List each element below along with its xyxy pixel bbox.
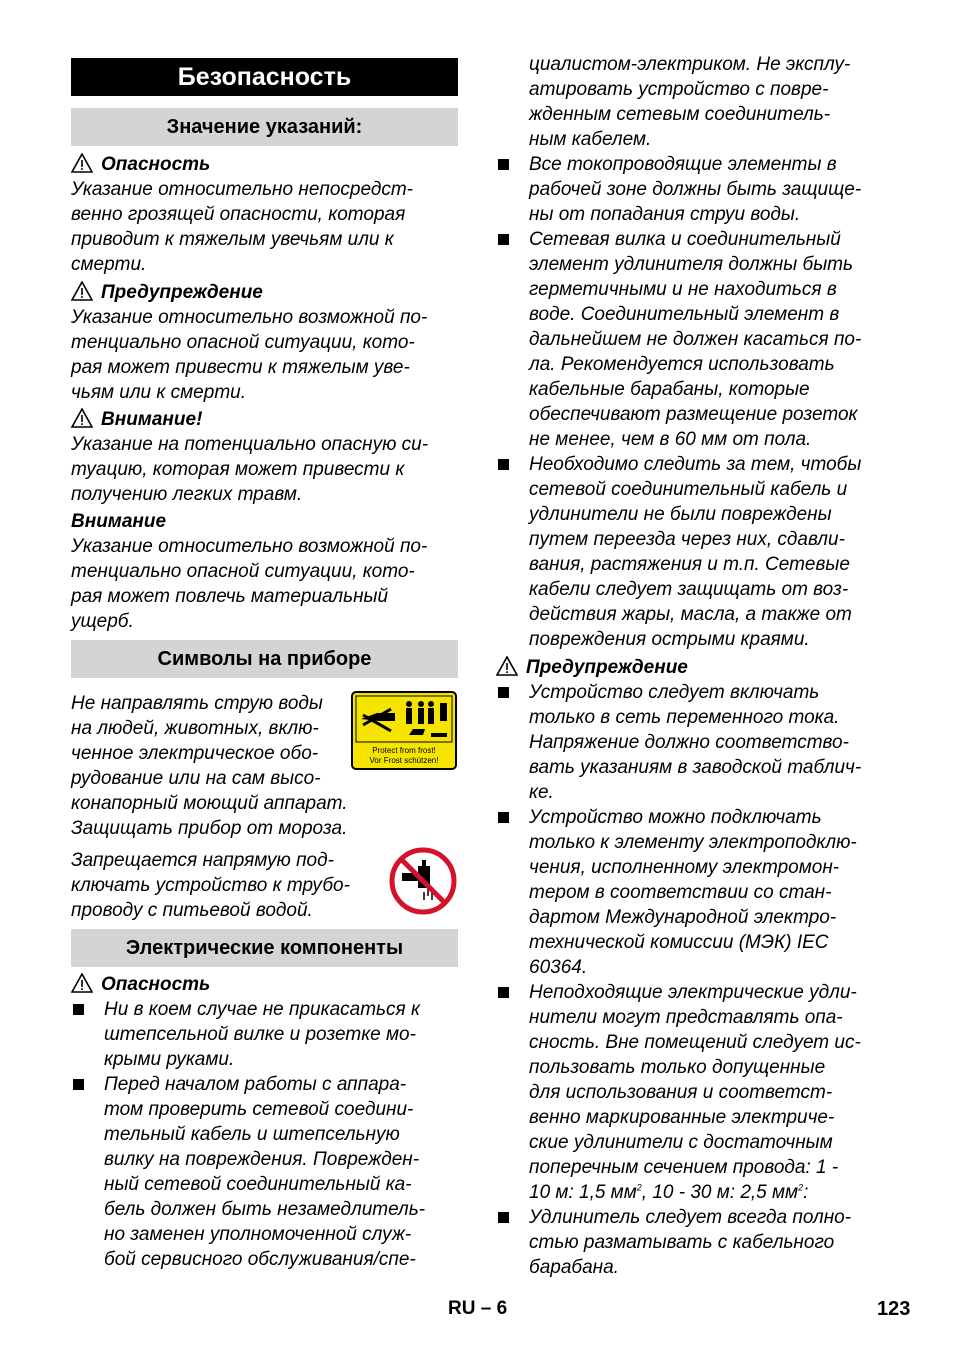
text-line: рабочей зоне должны быть защище- [529, 179, 862, 200]
text-line: только в сеть переменного тока. [529, 707, 840, 728]
text-line: Сетевая вилка и соединительный [529, 229, 841, 250]
list-item [496, 452, 888, 652]
text-line: чения, исполненному электромон- [529, 857, 840, 878]
text-line: рая может привести к тяжелым уве- [71, 357, 410, 378]
notice-danger-heading: Опасность [71, 152, 458, 177]
bullet-continuation [496, 52, 888, 152]
text-line: ным кабелем. [529, 129, 652, 150]
text-line: Необходимо следить за тем, чтобы [529, 454, 862, 475]
text-line: Удлинитель следует всегда полно- [529, 1207, 852, 1228]
text-line: тенциально опасной ситуации, кото- [71, 332, 415, 353]
text-line: технической комиссии (МЭК) IEC [529, 932, 829, 953]
text-line: крыми руками. [104, 1049, 235, 1070]
text-line: рудование или на сам высо- [71, 768, 321, 789]
text-line: сетевой соединительный кабель и [529, 479, 848, 500]
text-line: проводу с питьевой водой. [71, 900, 313, 921]
text-line: ны от попадания струи воды. [529, 204, 801, 225]
notice-attention [71, 509, 458, 634]
electrical-warning-heading: Предупреждение [496, 655, 888, 680]
warning-triangle-icon [71, 281, 93, 301]
list-item [496, 1205, 888, 1280]
text-line: Указание относительно возможной по- [71, 536, 428, 557]
text-line: Указание относительно возможной по- [71, 307, 428, 328]
text-line: ный сетевой соединительный ка- [104, 1174, 412, 1195]
section-page-label: RU – 6 [448, 1298, 508, 1319]
text-line: ские удлинители с достаточным [529, 1132, 833, 1153]
text-line: конапорный моющий аппарат. [71, 793, 348, 814]
text-line: штепсельной вилке и розетке мо- [104, 1024, 416, 1045]
section-heading-meaning: Значение указаний: [71, 108, 458, 146]
text-line: Ни в коем случае не прикасаться к [104, 999, 420, 1020]
text-line: тером в соответствии со стан- [529, 882, 832, 903]
text-line: действия жары, масла, а также от [529, 604, 852, 625]
text-line: Указание относительно непосредст- [71, 179, 413, 200]
text-line: удлинители не были повреждены [529, 504, 832, 525]
warning-triangle-icon [71, 973, 93, 993]
text-line: том проверить сетевой соедини- [104, 1099, 414, 1120]
text-line: но заменен уполномоченной служ- [104, 1224, 412, 1245]
text-line: повреждения острыми краями. [529, 629, 810, 650]
symbol-frost-text [71, 691, 371, 841]
section-heading-electrical: Электрические компоненты [71, 929, 458, 967]
no-drinking-water-connection [388, 846, 458, 916]
text-line: Неподходящие электрические удли- [529, 982, 857, 1003]
bullet-square-icon [498, 687, 509, 698]
text-line: ключать устройство к трубо- [71, 875, 350, 896]
text-line: бель должен быть незамедлитель- [104, 1199, 426, 1220]
text-line: ла. Рекомендуется использовать [529, 354, 835, 375]
notice-danger [71, 152, 458, 277]
text-line: на людей, животных, вклю- [71, 718, 319, 739]
bullet-square-icon [498, 1212, 509, 1223]
text-line: не менее, чем в 60 мм от пола. [529, 429, 812, 450]
text-line: венно грозящей опасности, которая [71, 204, 406, 225]
bullet-square-icon [498, 159, 509, 170]
text-line: герметичными и не находиться в [529, 279, 837, 300]
notice-warning-heading: Предупреждение [71, 280, 458, 305]
text-line: ущерб. [71, 611, 134, 632]
text-line: туацию, которая может привести к [71, 459, 405, 480]
electrical-danger [71, 972, 458, 1272]
text-line: Устройство следует включать [529, 682, 820, 703]
text-line: воде. Соединительный элемент в [529, 304, 840, 325]
text-line: 60364. [529, 957, 588, 978]
text-line: тельный кабель и штепсельную [104, 1124, 400, 1145]
frost-label-line1: Protect from frost! [372, 746, 436, 755]
text-line: тенциально опасной ситуации, кото- [71, 561, 415, 582]
warning-triangle-icon [496, 656, 518, 676]
text-line: рая может повлечь материальный [71, 586, 389, 607]
text-line: Перед началом работы с аппара- [104, 1074, 407, 1095]
text-line: Все токопроводящие элементы в [529, 154, 837, 175]
page-number: 123 [877, 1298, 911, 1320]
warning-triangle-icon [71, 408, 93, 428]
text-line: ке. [529, 782, 554, 803]
text-line: для использования и соответст- [529, 1082, 833, 1103]
list-item [496, 805, 888, 980]
notice-attention-heading: Внимание [71, 511, 167, 532]
frost-warning-sticker-icon [351, 691, 457, 770]
text-line: смерти. [71, 254, 147, 275]
text-line: жденным сетевым соединитель- [529, 104, 831, 125]
bullet-square-icon [498, 459, 509, 470]
text-line: вания, растяжения и т.п. Сетевые [529, 554, 850, 575]
list-item [496, 227, 888, 452]
bullet-square-icon [498, 987, 509, 998]
list-item [71, 1072, 458, 1272]
text-line: стью разматывать с кабельного [529, 1232, 835, 1253]
text-line: Запрещается напрямую под- [71, 850, 334, 871]
text-line: вать указаниям в заводской таблич- [529, 757, 862, 778]
text-line: кабельные барабаны, которые [529, 379, 810, 400]
text-line: Устройство можно подключать [529, 807, 822, 828]
text-line: циалистом-электриком. Не эксплу- [529, 54, 851, 75]
symbol-water-text [71, 848, 381, 923]
electrical-danger-heading: Опасность [71, 972, 458, 997]
warning-triangle-icon [71, 153, 93, 173]
text-line: чьям или к смерти. [71, 382, 246, 403]
list-item [496, 680, 888, 805]
text-line: Указание на потенциально опасную си- [71, 434, 429, 455]
notice-caution [71, 407, 458, 507]
text-line: получению легких травм. [71, 484, 303, 505]
text-line: приводит к тяжелым увечьям или к [71, 229, 394, 250]
list-item [496, 980, 888, 1205]
section-heading-symbols: Символы на приборе [71, 640, 458, 678]
bullet-square-icon [498, 812, 509, 823]
text-line: только к элементу электроподклю- [529, 832, 857, 853]
text-line: пользовать только допущенные [529, 1057, 826, 1078]
text-line: венно маркированные электриче- [529, 1107, 835, 1128]
notice-warning [71, 280, 458, 405]
right-column [496, 52, 888, 1280]
text-line: кабели следует защищать от воз- [529, 579, 849, 600]
notice-caution-heading: Внимание! [71, 407, 458, 432]
list-item [496, 152, 888, 227]
bullet-square-icon [498, 234, 509, 245]
page-title: Безопасность [71, 58, 458, 96]
text-line: обеспечивают размещение розеток [529, 404, 858, 425]
text-line: элемент удлинителя должны быть [529, 254, 854, 275]
frost-warning-label [351, 691, 457, 770]
frost-label-line2: Vor Frost schützen! [369, 756, 439, 765]
text-line: путем переезда через них, сдавли- [529, 529, 845, 550]
text-line: Защищать прибор от мороза. [71, 818, 348, 839]
text-line: барабана. [529, 1257, 619, 1278]
text-line: Не направлять струю воды [71, 693, 323, 714]
cross-section-line: 10 м: 1,5 $мм^2$, 10 - 30 м: 2,5 $мм^2$: [529, 1182, 809, 1203]
text-line: поперечным сечением провода: 1 - [529, 1157, 839, 1178]
no-tap-connection-icon [388, 846, 458, 916]
text-line: бой сервисного обслуживания/спе- [104, 1249, 416, 1270]
text-line: вилку на повреждения. Поврежден- [104, 1149, 420, 1170]
text-line: дартом Международной электро- [529, 907, 837, 928]
text-line: сность. Вне помещений следует ис- [529, 1032, 861, 1053]
text-line: ченное электрическое обо- [71, 743, 319, 764]
bullet-square-icon [73, 1004, 84, 1015]
text-line: нители могут представлять опа- [529, 1007, 843, 1028]
text-line: атировать устройство с повре- [529, 79, 829, 100]
bullet-square-icon [73, 1079, 84, 1090]
text-line: Напряжение должно соответство- [529, 732, 849, 753]
list-item [71, 997, 458, 1072]
text-line: дальнейшем не должен касаться по- [529, 329, 862, 350]
